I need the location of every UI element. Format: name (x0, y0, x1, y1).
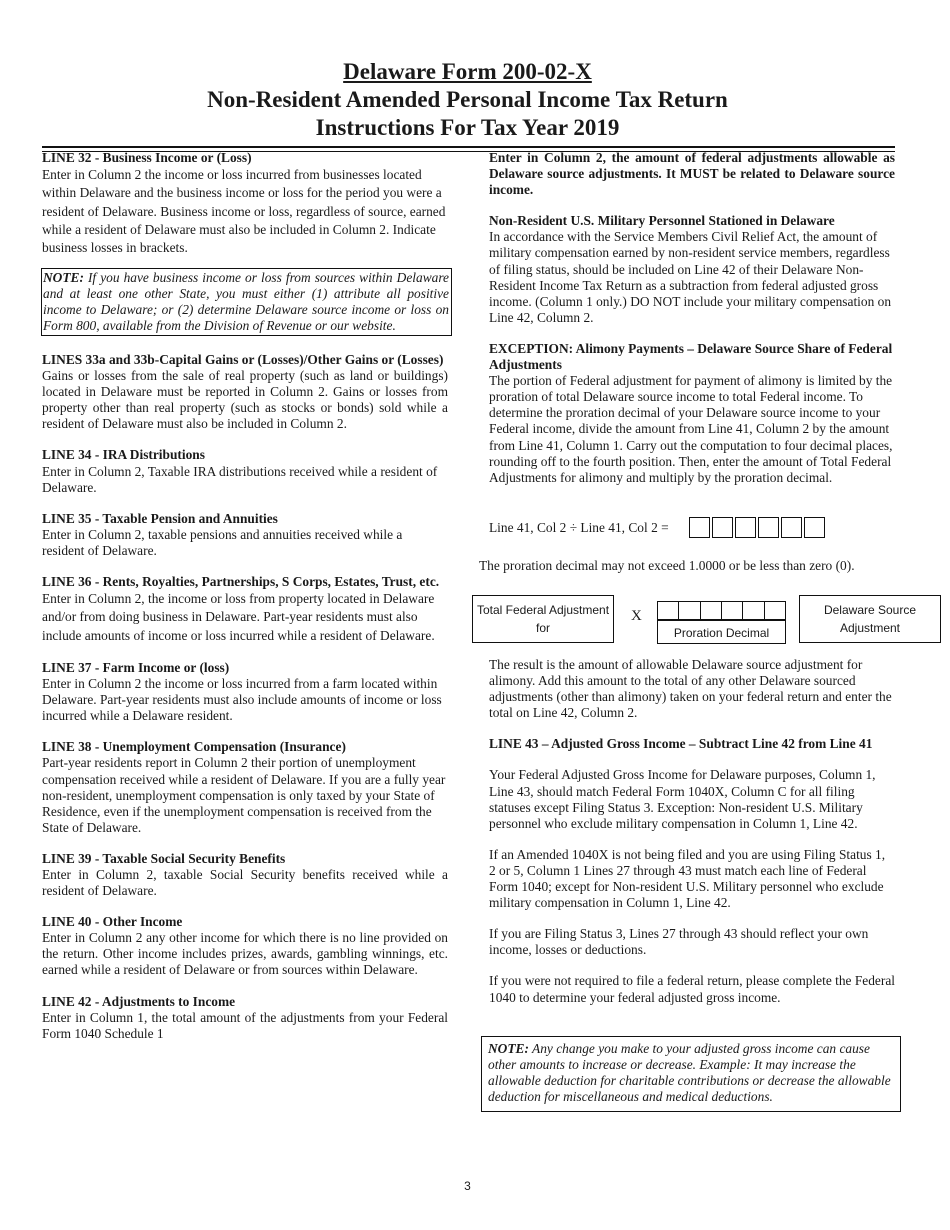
form-title: Delaware Form 200-02-X (343, 59, 592, 84)
line43-paragraph-2: If an Amended 1040X is not being filed and you are using Filing Status 1, 2 or 5, Column 1 Lines 27 through 43 must match each line of Federal Form 1040; except for Non-resident U.S. Military personnel who exclude military compensation in Column 1, Line 42. (489, 846, 886, 911)
section-line43 (489, 736, 895, 752)
digit-box (689, 517, 710, 538)
exception-text: The portion of Federal adjustment for payment of alimony is limited by the proration of total Delaware source income to total Federal income. To determine the proration decimal of your Delaware source income to your Federal income, divide the amount from Line 41, Column 2 by the amount from Line 41, Column 1. Carry out the computation to four decimal places, rounding off to the fourth position. Then, enter the amount of Total Federal Adjustments for alimony and multiply by the proration decimal. (489, 373, 893, 485)
decimal-cell (701, 602, 722, 619)
digit-box (781, 517, 802, 538)
line33-heading: LINES 33a and 33b-Capital Gains or (Losses)/Other Gains or (Losses) (42, 351, 444, 367)
business-income-note (41, 268, 452, 336)
line34-text: Enter in Column 2, Taxable IRA distributions received while a resident of Delaware. (42, 463, 438, 495)
section-line34 (42, 447, 448, 495)
section-line32 (42, 150, 448, 258)
digit-box (758, 517, 779, 538)
military-text: In accordance with the Service Members Civil Relief Act, the amount of military compensation earned by non-resident service members, regardless of filing status, should be included on Line 42 of their Delaware Non-Resident Income Tax Return as a subtraction from federal adjusted gross income. (Column 1 only.) DO NOT include your military compensation on Line 42, Column 2. (489, 229, 892, 325)
line40-text: Enter in Column 2 any other income for which there is no line provided on the return. Other income includes prizes, awards, gambling winnings, etc. earned while a resident of Delaware or from sources within Delaware. (42, 930, 448, 978)
section-line39 (42, 851, 448, 899)
exception-heading: EXCEPTION: Alimony Payments – Delaware Source Share of Federal Adjustments (489, 340, 893, 373)
result-text: The result is the amount of allowable Delaware source adjustment for alimony. Add this amount to the total of any other Delaware sourced adjustments (other than alimony) taken on your federal return and enter the total on Line 42, Column 2. (489, 657, 892, 721)
section-military (489, 213, 895, 326)
line32-text: Enter in Column 2 the income or loss incurred from businesses located within Delaware and the business income or loss for the period you were a resident of Delaware. Business income or loss, regardless of source, earned while a resident of Delaware must also be included in Column 2. Indicate business losses in brackets. (42, 167, 446, 256)
note-text: If you have business income or loss from sources within Delaware and at least one other State, you must either (1) attribute all positive income to Delaware; or (2) determine Delaware source income or loss on Form 800, available from the Division of Revenue or our website. (43, 269, 449, 333)
proration-formula (489, 517, 825, 538)
line37-text: Enter in Column 2 the income or loss incurred from a farm located within Delaware. Part-year residents must also include amounts of income or loss incurred while a Delaware resident. (42, 676, 442, 724)
section-line42 (42, 994, 448, 1042)
line43-paragraph-4: If you were not required to file a federal return, please complete the Federal 1040 to determine your federal adjusted gross income. (489, 973, 895, 1005)
page-number: 3 (464, 1179, 471, 1193)
line39-text: Enter in Column 2, taxable Social Security benefits received while a resident of Delaware. (42, 867, 448, 899)
form-subtitle: Non-Resident Amended Personal Income Tax Return (207, 87, 728, 112)
digit-box (712, 517, 733, 538)
federal-adjustments-text: Enter in Column 2, the amount of federal adjustments allowable as Delaware source adjustments. It MUST be related to Delaware source income. (489, 150, 895, 198)
line35-heading: LINE 35 - Taxable Pension and Annuities (42, 510, 278, 526)
proration-decimal-cells (657, 601, 786, 620)
right-column (489, 150, 895, 501)
line40-heading: LINE 40 - Other Income (42, 914, 183, 930)
note2-text: Any change you make to your adjusted gross income can cause other amounts to increase or decrease. Example: It may increase the allowable deduction for charitable contributions or decrease the allowable deduction for miscellaneous and medical deductions. (488, 1041, 891, 1105)
decimal-cell (658, 602, 679, 619)
line32-heading: LINE 32 - Business Income or (Loss) (42, 150, 252, 165)
line43-heading: LINE 43 – Adjusted Gross Income – Subtract Line 42 from Line 41 (489, 736, 873, 752)
line38-text: Part-year residents report in Column 2 their portion of unemployment compensation received while a resident of Delaware. If you are a fully year non-resident, unemployment compensation is only taxed by your State of Residence, even if the unemployment compensation is received from the State of Delaware. (42, 755, 446, 835)
form-year-title: Instructions For Tax Year 2019 (315, 115, 620, 140)
formula-text: Line 41, Col 2 ÷ Line 41, Col 2 = (489, 519, 669, 535)
decimal-cell (679, 602, 700, 619)
delaware-source-adjustment-box: Delaware Source Adjustment (799, 595, 941, 643)
line34-heading: LINE 34 - IRA Distributions (42, 447, 205, 463)
digit-box (735, 517, 756, 538)
proration-limit-note: The proration decimal may not exceed 1.0000 or be less than zero (0). (479, 558, 855, 573)
section-alimony-exception (489, 341, 895, 486)
line43-paragraph-1: Your Federal Adjusted Gross Income for Delaware purposes, Column 1, Line 43, should match Federal Form 1040X, Column C for all filing statuses except Filing Status 3. Exception: Non-resident U.S. Military personnel who exclude military compensation in Column 1, Line 42. (489, 767, 876, 831)
proration-digit-boxes (687, 517, 825, 538)
line39-heading: LINE 39 - Taxable Social Security Benefits (42, 850, 286, 866)
note2-label: NOTE: (488, 1041, 529, 1056)
decimal-cell (722, 602, 743, 619)
total-federal-adjustment-box: Total Federal Adjustment for (472, 595, 614, 643)
note-label: NOTE: (43, 269, 84, 285)
decimal-cell (743, 602, 764, 619)
military-heading: Non-Resident U.S. Military Personnel Stationed in Delaware (489, 213, 835, 229)
line36-text: Enter in Column 2, the income or loss from property located in Delaware and/or from doing business in Delaware. Part-year residents must also include amounts of income or loss incurred while a resident of Delaware. (42, 591, 435, 643)
section-federal-adjustments (489, 150, 895, 198)
section-result (489, 657, 895, 721)
page-header (0, 58, 935, 142)
line37-heading: LINE 37 - Farm Income or (loss) (42, 659, 230, 675)
right-column-lower (489, 657, 895, 1021)
section-line33 (42, 352, 448, 432)
section-line35 (42, 511, 448, 559)
digit-box (804, 517, 825, 538)
section-line37 (42, 660, 448, 724)
multiply-symbol: X (631, 608, 642, 624)
line42-text: Enter in Column 1, the total amount of the adjustments from your Federal Form 1040 Schedule 1 (42, 1009, 448, 1041)
line42-heading: LINE 42 - Adjustments to Income (42, 993, 236, 1009)
proration-decimal-box: Proration Decimal (657, 620, 786, 644)
section-line38 (42, 739, 448, 836)
section-line40 (42, 914, 448, 978)
section-line36 (42, 574, 448, 645)
line38-heading: LINE 38 - Unemployment Compensation (Insurance) (42, 739, 346, 755)
line36-heading: LINE 36 - Rents, Royalties, Partnerships, S Corps, Estates, Trust, etc. (42, 573, 440, 589)
line43-paragraph-3: If you are Filing Status 3, Lines 27 through 43 should reflect your own income, losses or deductions. (489, 926, 869, 958)
decimal-cell (765, 602, 785, 619)
line33-text: Gains or losses from the sale of real property (such as land or buildings) located in Delaware must be reported in Column 2. Gains or losses from property other than real property (such as stocks or bonds) sold while a resident of Delaware must also be included in Column 2. (42, 368, 448, 432)
line35-text: Enter in Column 2, taxable pensions and annuities received while a resident of Delaware. (42, 526, 403, 558)
left-column (42, 150, 448, 1057)
agi-change-note (481, 1036, 901, 1112)
